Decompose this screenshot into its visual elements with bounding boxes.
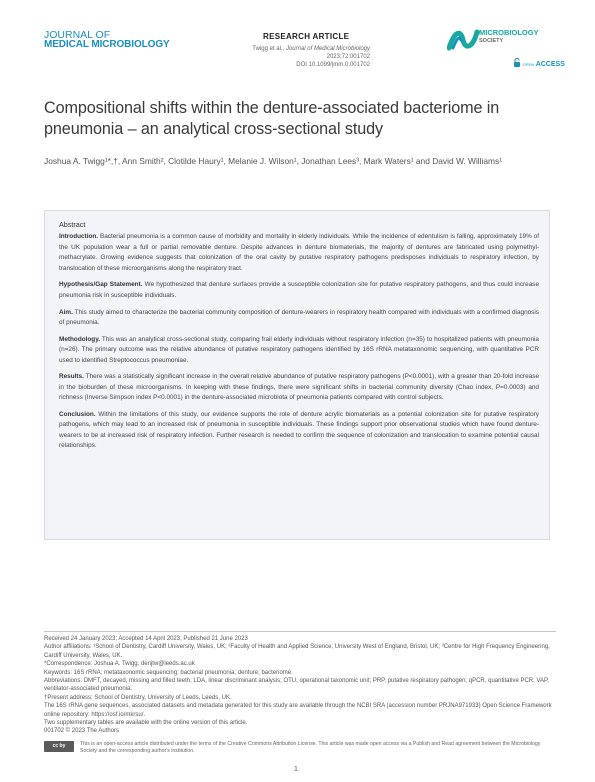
open-access-badge[interactable] bbox=[513, 58, 565, 68]
section-label: Conclusion. bbox=[59, 411, 96, 419]
copyright: 001702 © 2023 The Authors bbox=[44, 728, 120, 735]
section-text: This was an analytical cross-sectional study, comparing frail elderly individuals without respiratory infection (n=35) to hospitalized patients with pneumonia (n=26). The primary outcome was the relative abundance of putative respiratory pathogens identified by 16S rRNA metataxonomic sequencing, with quantitative PCR used to identified Streptococcus pneumoniae. bbox=[59, 335, 539, 364]
section-text: We hypothesized that denture surfaces provide a susceptible colonization site for putative respiratory pathogens, and thus could increase pneumonia risk in susceptible individuals. bbox=[59, 281, 539, 299]
article-type-label: RESEARCH ARTICLE bbox=[263, 32, 350, 41]
section-label: Aim. bbox=[59, 308, 73, 316]
open-access-label: ACCESS bbox=[535, 61, 565, 68]
open-access-prefix: OPEN bbox=[522, 62, 535, 67]
abstract-hypothesis bbox=[59, 280, 539, 301]
cc-by-license-badge[interactable]: cc by bbox=[44, 741, 74, 752]
present-address: †Present address: School of Dentistry, University of Leeds, Leeds, UK. bbox=[44, 694, 232, 701]
section-label: Hypothesis/Gap Statement. bbox=[59, 281, 143, 289]
journal-logo-line1: JOURNAL OF bbox=[44, 29, 111, 41]
abbreviations: Abbreviations: DMFT, decayed, missing and filled teeth; LDA, linear discriminant analysis; OTU, operational taxonomic unit; PRP, putative respiratory pathogen; qPCR, quantitative PCR; VAP, ventilator-associated pneumonia. bbox=[44, 678, 549, 693]
footer-divider bbox=[44, 631, 556, 632]
section-label: Methodology. bbox=[59, 335, 101, 343]
section-text: This study aimed to characterize the bacterial community composition of denture-wearers in respiratory health compared with individuals with a confirmed diagnosis of pneumonia. bbox=[59, 308, 539, 327]
journal-logo[interactable] bbox=[44, 30, 170, 50]
journal-logo-line2: MEDICAL MICROBIOLOGY bbox=[44, 39, 170, 50]
citation-number: 2023;72:001702 bbox=[326, 54, 370, 60]
section-text: Within the limitations of this study, our evidence supports the role of denture acrylic biomaterials as a potential colonization site for putative respiratory pathogens, which may lead to an increased risk of pneumonia in susceptible individuals. These findings support prior observational studies which have found denture-wearers to be at increased risk of respiratory infection. Further research is needed to confirm the sequence of colonization and translocation to examine potential causal relationships. bbox=[59, 411, 539, 450]
abstract-aim bbox=[59, 308, 539, 329]
abstract-introduction bbox=[59, 232, 539, 274]
publication-dates: Received 24 January 2023; Accepted 14 April 2023; Published 21 June 2023 bbox=[44, 636, 248, 642]
doi-link[interactable]: DOI 10.1099/jmm.0.001702 bbox=[296, 62, 370, 68]
author-affiliations: Author affiliations: ¹School of Dentistry, Cardiff University, Wales, UK; ²Faculty of Health and Applied Science, University West of England, Bristol, UK; ³Centre for High Frequency Engineering, Cardiff University, Wales, UK. bbox=[44, 644, 550, 659]
supplementary-note: Two supplementary tables are available with the online version of this article. bbox=[44, 720, 248, 727]
abstract-heading: Abstract bbox=[59, 220, 86, 229]
citation-authors: Twigg et al., bbox=[252, 46, 285, 52]
section-label: Introduction. bbox=[59, 233, 99, 241]
data-availability[interactable]: The 16S rRNA gene sequences, associated datasets and metadata generated for this study are available through the NCBI SRA (accession number PRJNA971933) Open Science Framework online repository: https://osf.io/mkrsu/. bbox=[44, 703, 552, 718]
article-title: Compositional shifts within the denture-associated bacteriome in pneumonia – an analytical cross-sectional study bbox=[44, 99, 500, 138]
author-list: Joshua A. Twigg¹*,†, Ann Smith², Clotilde Haury¹, Melanie J. Wilson¹, Jonathan Lees³, Mark Waters¹ and David W. Williams¹ bbox=[44, 156, 502, 166]
society-name bbox=[479, 29, 539, 45]
society-name-line1: MICROBIOLOGY bbox=[479, 28, 539, 37]
page-number: 1 bbox=[294, 766, 298, 773]
section-label: Results. bbox=[59, 373, 84, 381]
section-text: There was a statistically significant increase in the overall relative abundance of putative respiratory pathogens (P<0.0001), with a greater than 20-fold increase in the bioburden of these microorganisms. In keeping with these findings, there were significant shifts in bacterial community diversity (Chao index, P=0.0003) and richness (Inverse Simpson index P<0.0001) in the denture-associated microbiota of pneumonia patients compared with control subjects. bbox=[59, 373, 539, 402]
license-text: This is an open-access article distributed under the terms of the Creative Commons Attribution License. This article was made open access via a Publish and Read agreement between the Microbiology Society and the corresponding author's institution. bbox=[80, 741, 541, 754]
abstract-results bbox=[59, 372, 539, 403]
open-access-lock-icon bbox=[513, 58, 521, 68]
citation-block bbox=[230, 45, 370, 69]
correspondence[interactable]: *Correspondence: Joshua A. Twigg, denjtw@leeds.ac.uk bbox=[44, 661, 195, 668]
abstract-panel bbox=[44, 210, 550, 540]
article-footnotes bbox=[44, 631, 556, 736]
society-name-line2: SOCIETY bbox=[479, 38, 504, 44]
citation-journal: Journal of Medical Microbiology bbox=[285, 46, 370, 52]
abstract-content bbox=[59, 220, 539, 458]
abstract-conclusion bbox=[59, 410, 539, 452]
section-text: Bacterial pneumonia is a common cause of morbidity and mortality in elderly individuals. While the incidence of edentulism is falling, approximately 19% of the UK population wear a full or partial removable denture. Despite advances in denture biomaterials, the majority of dentures are fabricated using polymethyl-methacrylate. Growing evidence suggests that colonization of the oral cavity by putative respiratory pathogens predisposes individuals to respiratory infection, by translocation of these microorganisms along the respiratory tract. bbox=[59, 233, 539, 272]
abstract-methodology bbox=[59, 335, 539, 366]
keywords: Keywords: 16S rRNA; metataxonomic sequencing; bacterial pneumonia; denture; bacteriome. bbox=[44, 669, 293, 676]
